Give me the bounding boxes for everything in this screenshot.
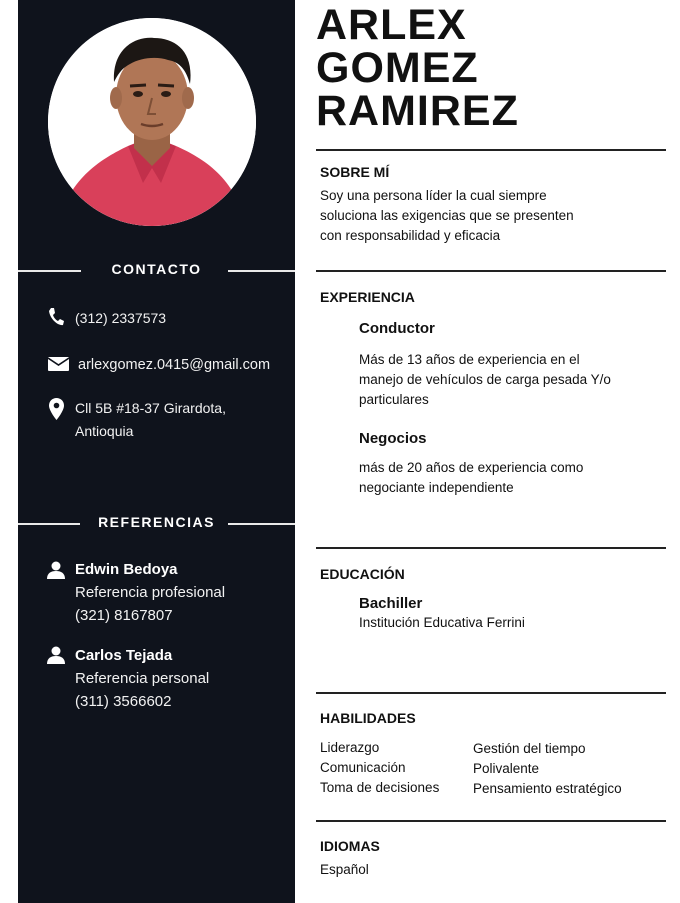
profile-photo-illustration [48,18,256,226]
contact-email[interactable]: arlexgomez.0415@gmail.com [78,357,271,373]
education-heading: EDUCACIÓN [320,566,405,582]
reference-phone[interactable]: (311) 3566602 [75,693,172,710]
about-line: con responsabilidad y eficacia [320,228,501,243]
education-degree: Bachiller [359,595,423,612]
languages-heading: IDIOMAS [320,838,380,854]
about-heading: SOBRE MÍ [320,164,390,180]
reference-name: Carlos Tejada [75,647,173,664]
skill-item: Gestión del tiempo [473,741,586,756]
divider [228,270,295,272]
name-line: RAMIREZ [316,87,519,135]
section-divider [316,820,666,822]
about-line: soluciona las exigencias que se presenten [320,208,574,223]
contact-heading-row [18,261,295,281]
skill-item: Pensamiento estratégico [473,781,622,796]
phone-icon [48,307,64,332]
experience-line: negociante independiente [359,480,514,495]
contact-address-line2: Antioquia [75,423,134,439]
user-icon [47,646,65,669]
name-line: ARLEX [316,1,467,49]
experience-line: más de 20 años de experiencia como [359,460,584,475]
references-heading: REFERENCIAS [98,514,215,530]
experience-role: Negocios [359,430,427,447]
contact-address-line1: Cll 5B #18-37 Girardota, [75,400,226,416]
contact-heading: CONTACTO [111,261,202,277]
skill-item: Polivalente [473,761,540,776]
skill-item: Liderazgo [320,740,380,755]
language-item: Español [320,862,369,877]
divider [228,523,295,525]
about-line: Soy una persona líder la cual siempre [320,188,547,203]
section-divider [316,270,666,272]
contact-phone[interactable]: (312) 2337573 [75,310,167,326]
email-icon [48,357,69,376]
experience-line: manejo de vehículos de carga pesada Y/o [359,372,611,387]
experience-line: Más de 13 años de experiencia en el [359,352,580,367]
user-icon [47,561,65,584]
skill-item: Toma de decisiones [320,780,440,795]
reference-type: Referencia profesional [75,584,226,601]
reference-type: Referencia personal [75,670,210,687]
experience-role: Conductor [359,320,435,337]
full-name [316,1,519,135]
profile-photo [48,18,256,226]
skill-item: Comunicación [320,760,406,775]
section-divider [316,149,666,151]
reference-phone[interactable]: (321) 8167807 [75,607,173,624]
section-divider [316,692,666,694]
experience-heading: EXPERIENCIA [320,289,415,305]
education-school: Institución Educativa Ferrini [359,615,525,630]
location-pin-icon [49,398,64,425]
section-divider [316,547,666,549]
experience-line: particulares [359,392,429,407]
name-line: GOMEZ [316,44,479,92]
skills-heading: HABILIDADES [320,710,416,726]
reference-name: Edwin Bedoya [75,561,178,578]
references-heading-row [18,514,295,534]
